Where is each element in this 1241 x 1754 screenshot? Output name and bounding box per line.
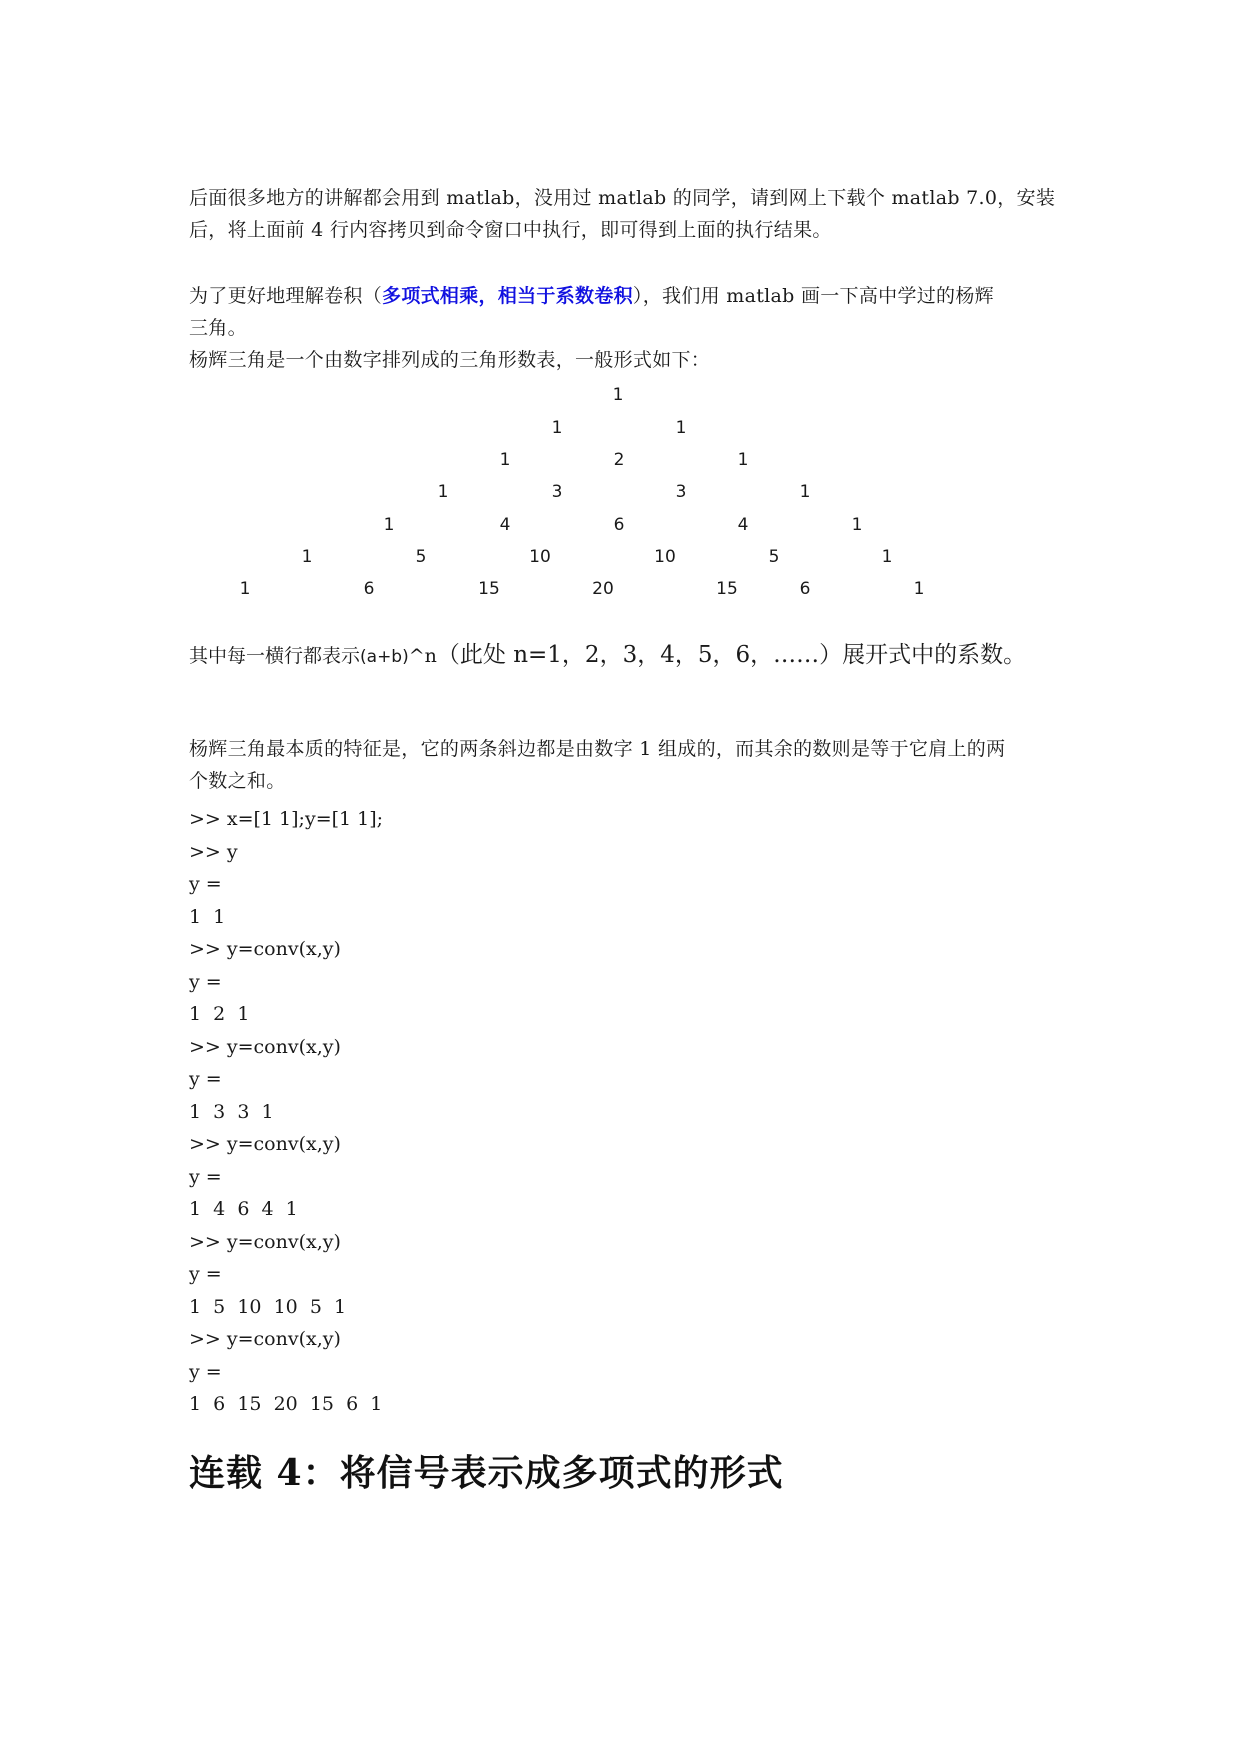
triangle-number: 1 — [437, 482, 449, 502]
conv-suffix: ），我们用 matlab 画一下高中学过的杨辉 — [632, 285, 994, 307]
code-line: y = — [189, 970, 222, 993]
property-line-1: 杨辉三角最本质的特征是，它的两条斜边都是由数字 1 组成的，而其余的数则是等于它肩上的两 — [189, 738, 1006, 760]
triangle-number: 3 — [675, 482, 687, 502]
triangle-number: 10 — [654, 547, 676, 567]
binomial-formula-line — [189, 640, 1026, 672]
triangle-number: 10 — [529, 547, 551, 567]
conv-line-2: 三角。 — [189, 317, 247, 339]
triangle-number: 15 — [478, 579, 500, 599]
section-heading: 连载 4：将信号表示成多项式的形式 — [189, 1452, 784, 1494]
code-line: 1 4 6 4 1 — [189, 1198, 298, 1220]
formula-caret: ^n — [408, 645, 437, 667]
triangle-intro — [189, 344, 1059, 376]
triangle-number: 4 — [499, 515, 511, 535]
intro-paragraph — [189, 182, 1059, 246]
triangle-number: 1 — [239, 579, 251, 599]
code-line: 1 6 15 20 15 6 1 — [189, 1393, 383, 1415]
triangle-number: 6 — [799, 579, 811, 599]
property-paragraph — [189, 733, 1059, 797]
triangle-number: 1 — [799, 482, 811, 502]
triangle-number: 6 — [613, 515, 625, 535]
code-line: y = — [189, 873, 222, 895]
convolution-paragraph — [189, 280, 1059, 344]
code-line: y = — [189, 1360, 222, 1383]
formula-prefix: 其中每一横行都表示 — [189, 645, 361, 667]
formula-expression: (a+b) — [360, 647, 409, 667]
triangle-number: 3 — [551, 482, 563, 502]
triangle-intro-text: 杨辉三角是一个由数字排列成的三角形数表，一般形式如下： — [189, 349, 711, 371]
code-line: 1 2 1 — [189, 1003, 250, 1025]
intro-line-1: 后面很多地方的讲解都会用到 matlab，没用过 matlab 的同学，请到网上下载个 matlab 7.0，安装 — [189, 187, 1056, 209]
code-line: >> x=[1 1];y=[1 1]; — [189, 808, 384, 830]
triangle-number: 1 — [612, 385, 624, 405]
triangle-number: 4 — [737, 515, 749, 535]
triangle-number: 1 — [383, 515, 395, 535]
formula-suffix: （此处 n=1，2，3，4，5，6，……）展开式中的系数。 — [436, 642, 1027, 668]
code-line: >> y=conv(x,y) — [189, 938, 341, 960]
triangle-number: 1 — [301, 547, 313, 567]
triangle-number: 1 — [499, 450, 511, 470]
triangle-number: 1 — [913, 579, 925, 599]
code-line: >> y=conv(x,y) — [189, 1328, 341, 1350]
triangle-number: 6 — [363, 579, 375, 599]
triangle-number: 1 — [737, 450, 749, 470]
triangle-number: 5 — [768, 547, 780, 567]
code-line: y = — [189, 1263, 222, 1285]
code-line: >> y — [189, 840, 238, 863]
code-line: >> y=conv(x,y) — [189, 1035, 341, 1058]
triangle-number: 20 — [592, 579, 614, 599]
code-line: >> y=conv(x,y) — [189, 1230, 341, 1253]
triangle-number: 1 — [851, 515, 863, 535]
triangle-number: 1 — [551, 418, 563, 438]
triangle-number: 2 — [613, 450, 625, 470]
code-line: y = — [189, 1165, 222, 1188]
conv-highlight: 多项式相乘，相当于系数卷积 — [382, 285, 633, 307]
intro-line-2: 后，将上面前 4 行内容拷贝到命令窗口中执行，即可得到上面的执行结果。 — [189, 219, 832, 241]
code-line: 1 1 — [189, 905, 226, 928]
code-line: y = — [189, 1068, 222, 1090]
triangle-number: 1 — [675, 418, 687, 438]
triangle-number: 5 — [415, 547, 427, 567]
triangle-number: 15 — [716, 579, 738, 599]
conv-prefix: 为了更好地理解卷积（ — [189, 285, 383, 307]
matlab-session — [189, 803, 383, 1421]
property-line-2: 个数之和。 — [189, 770, 286, 792]
code-line: 1 3 3 1 — [189, 1100, 274, 1123]
code-line: >> y=conv(x,y) — [189, 1133, 341, 1155]
code-line: 1 5 10 10 5 1 — [189, 1295, 347, 1318]
triangle-number: 1 — [881, 547, 893, 567]
